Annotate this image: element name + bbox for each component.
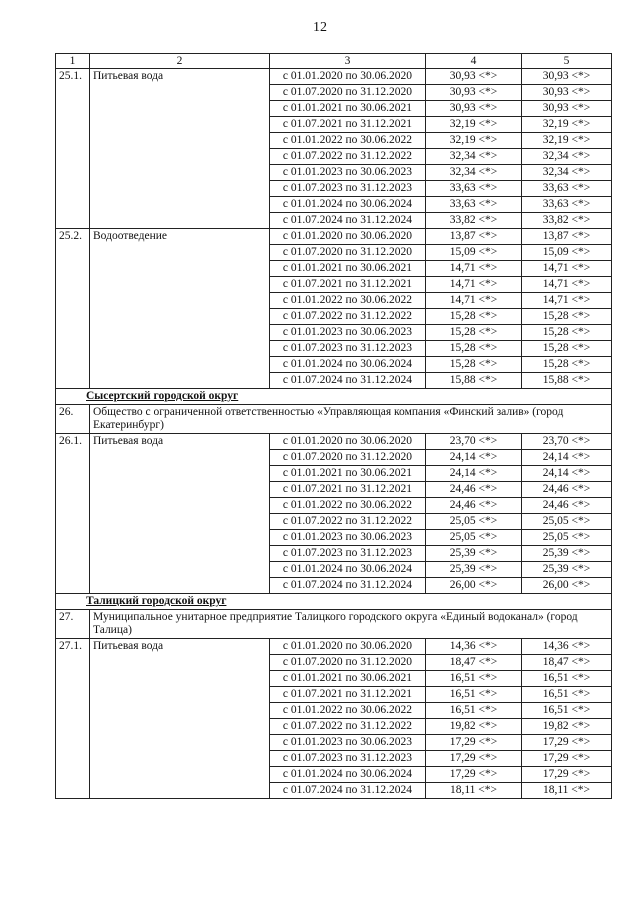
period-cell: с 01.01.2021 по 30.06.2021 [270,261,426,277]
period-cell: с 01.07.2023 по 31.12.2023 [270,546,426,562]
tariff-value-col4: 15,09 <*> [426,245,522,261]
period-cell: с 01.07.2024 по 31.12.2024 [270,373,426,389]
tariff-value-col5: 18,11 <*> [522,783,612,799]
period-cell: с 01.07.2023 по 31.12.2023 [270,181,426,197]
tariff-value-col5: 19,82 <*> [522,719,612,735]
period-cell: с 01.07.2022 по 31.12.2022 [270,514,426,530]
period-cell: с 01.01.2022 по 30.06.2022 [270,293,426,309]
tariff-value-col4: 17,29 <*> [426,767,522,783]
period-cell: с 01.07.2021 по 31.12.2021 [270,482,426,498]
period-cell: с 01.01.2024 по 30.06.2024 [270,562,426,578]
tariff-value-col5: 24,46 <*> [522,482,612,498]
period-cell: с 01.01.2023 по 30.06.2023 [270,325,426,341]
row-number: 26.1. [56,434,90,594]
tariff-value-col4: 15,28 <*> [426,325,522,341]
organization-name: Общество с ограниченной ответственностью «Управляющая компания «Финский залив» (город Екатеринбург) [90,405,612,434]
organization-name: Муниципальное унитарное предприятие Талицкого городского округа «Единый водоканал» (город Талица) [90,610,612,639]
column-header: 2 [90,54,270,69]
period-cell: с 01.07.2020 по 31.12.2020 [270,85,426,101]
tariff-value-col4: 23,70 <*> [426,434,522,450]
tariff-value-col5: 24,46 <*> [522,498,612,514]
page-number: 12 [313,20,327,35]
organization-row [56,610,612,639]
column-header: 1 [56,54,90,69]
period-cell: с 01.01.2020 по 30.06.2020 [270,229,426,245]
service-name: Питьевая вода [90,69,270,229]
region-title: Талицкий городской округ [56,594,612,610]
tariff-value-col4: 33,82 <*> [426,213,522,229]
tariff-value-col4: 24,46 <*> [426,482,522,498]
tariff-value-col5: 33,63 <*> [522,181,612,197]
tariff-value-col5: 15,09 <*> [522,245,612,261]
tariff-value-col4: 24,14 <*> [426,450,522,466]
table-header-row [56,54,612,69]
tariff-value-col4: 32,19 <*> [426,117,522,133]
period-cell: с 01.07.2021 по 31.12.2021 [270,687,426,703]
tariff-value-col4: 17,29 <*> [426,751,522,767]
tariff-value-col5: 30,93 <*> [522,69,612,85]
period-cell: с 01.07.2020 по 31.12.2020 [270,655,426,671]
tariff-value-col5: 14,71 <*> [522,277,612,293]
table-row [56,229,612,245]
tariff-value-col5: 32,19 <*> [522,133,612,149]
period-cell: с 01.07.2024 по 31.12.2024 [270,783,426,799]
table-row [56,69,612,85]
tariff-value-col4: 14,71 <*> [426,261,522,277]
column-header: 3 [270,54,426,69]
tariff-value-col4: 26,00 <*> [426,578,522,594]
tariff-value-col4: 15,28 <*> [426,357,522,373]
region-row [56,389,612,405]
tariff-value-col4: 16,51 <*> [426,703,522,719]
tariff-value-col5: 15,28 <*> [522,357,612,373]
tariff-table [55,53,612,799]
tariff-value-col5: 13,87 <*> [522,229,612,245]
tariff-value-col4: 24,46 <*> [426,498,522,514]
period-cell: с 01.01.2024 по 30.06.2024 [270,357,426,373]
tariff-value-col5: 25,05 <*> [522,530,612,546]
tariff-value-col4: 30,93 <*> [426,69,522,85]
period-cell: с 01.01.2021 по 30.06.2021 [270,671,426,687]
tariff-value-col5: 33,63 <*> [522,197,612,213]
service-name: Водоотведение [90,229,270,389]
period-cell: с 01.01.2022 по 30.06.2022 [270,498,426,514]
period-cell: с 01.07.2022 по 31.12.2022 [270,719,426,735]
tariff-value-col4: 14,71 <*> [426,293,522,309]
period-cell: с 01.01.2022 по 30.06.2022 [270,703,426,719]
period-cell: с 01.01.2024 по 30.06.2024 [270,197,426,213]
period-cell: с 01.07.2020 по 31.12.2020 [270,245,426,261]
period-cell: с 01.01.2020 по 30.06.2020 [270,639,426,655]
period-cell: с 01.01.2023 по 30.06.2023 [270,165,426,181]
tariff-value-col4: 15,28 <*> [426,341,522,357]
row-number: 25.1. [56,69,90,229]
tariff-value-col5: 30,93 <*> [522,101,612,117]
tariff-value-col4: 33,63 <*> [426,197,522,213]
period-cell: с 01.01.2023 по 30.06.2023 [270,735,426,751]
tariff-value-col5: 32,19 <*> [522,117,612,133]
tariff-value-col4: 33,63 <*> [426,181,522,197]
row-number: 27.1. [56,639,90,799]
period-cell: с 01.01.2021 по 30.06.2021 [270,466,426,482]
tariff-value-col5: 17,29 <*> [522,767,612,783]
tariff-value-col5: 15,28 <*> [522,309,612,325]
period-cell: с 01.07.2022 по 31.12.2022 [270,309,426,325]
period-cell: с 01.01.2020 по 30.06.2020 [270,434,426,450]
tariff-value-col5: 18,47 <*> [522,655,612,671]
row-number: 25.2. [56,229,90,389]
tariff-value-col5: 15,28 <*> [522,341,612,357]
tariff-value-col5: 16,51 <*> [522,703,612,719]
period-cell: с 01.07.2023 по 31.12.2023 [270,341,426,357]
tariff-value-col4: 25,05 <*> [426,514,522,530]
table-body [56,69,612,799]
column-header: 4 [426,54,522,69]
row-number: 27. [56,610,90,639]
tariff-value-col4: 14,36 <*> [426,639,522,655]
tariff-value-col4: 30,93 <*> [426,101,522,117]
organization-row [56,405,612,434]
region-title: Сысертский городской округ [56,389,612,405]
tariff-value-col5: 17,29 <*> [522,735,612,751]
tariff-value-col5: 32,34 <*> [522,165,612,181]
tariff-value-col5: 23,70 <*> [522,434,612,450]
tariff-value-col5: 25,39 <*> [522,562,612,578]
tariff-value-col4: 32,19 <*> [426,133,522,149]
tariff-value-col4: 13,87 <*> [426,229,522,245]
region-row [56,594,612,610]
period-cell: с 01.01.2023 по 30.06.2023 [270,530,426,546]
period-cell: с 01.07.2024 по 31.12.2024 [270,578,426,594]
tariff-value-col4: 15,88 <*> [426,373,522,389]
period-cell: с 01.01.2022 по 30.06.2022 [270,133,426,149]
tariff-value-col5: 14,71 <*> [522,261,612,277]
tariff-value-col5: 24,14 <*> [522,466,612,482]
table-row [56,639,612,655]
period-cell: с 01.01.2024 по 30.06.2024 [270,767,426,783]
tariff-value-col4: 30,93 <*> [426,85,522,101]
tariff-value-col4: 16,51 <*> [426,687,522,703]
tariff-value-col4: 18,11 <*> [426,783,522,799]
tariff-value-col4: 16,51 <*> [426,671,522,687]
tariff-value-col5: 26,00 <*> [522,578,612,594]
row-number: 26. [56,405,90,434]
tariff-value-col5: 25,05 <*> [522,514,612,530]
tariff-value-col4: 32,34 <*> [426,149,522,165]
tariff-value-col5: 15,28 <*> [522,325,612,341]
tariff-value-col4: 24,14 <*> [426,466,522,482]
tariff-value-col4: 17,29 <*> [426,735,522,751]
tariff-value-col4: 15,28 <*> [426,309,522,325]
tariff-value-col5: 33,82 <*> [522,213,612,229]
period-cell: с 01.07.2023 по 31.12.2023 [270,751,426,767]
tariff-value-col5: 30,93 <*> [522,85,612,101]
tariff-value-col4: 25,39 <*> [426,562,522,578]
service-name: Питьевая вода [90,639,270,799]
period-cell: с 01.01.2021 по 30.06.2021 [270,101,426,117]
tariff-value-col4: 25,39 <*> [426,546,522,562]
period-cell: с 01.07.2021 по 31.12.2021 [270,277,426,293]
tariff-value-col5: 32,34 <*> [522,149,612,165]
tariff-value-col4: 25,05 <*> [426,530,522,546]
period-cell: с 01.01.2020 по 30.06.2020 [270,69,426,85]
tariff-value-col5: 24,14 <*> [522,450,612,466]
tariff-value-col5: 25,39 <*> [522,546,612,562]
column-header: 5 [522,54,612,69]
tariff-value-col5: 15,88 <*> [522,373,612,389]
period-cell: с 01.07.2021 по 31.12.2021 [270,117,426,133]
tariff-value-col4: 14,71 <*> [426,277,522,293]
tariff-value-col5: 16,51 <*> [522,671,612,687]
tariff-value-col4: 32,34 <*> [426,165,522,181]
table-row [56,434,612,450]
service-name: Питьевая вода [90,434,270,594]
tariff-value-col4: 19,82 <*> [426,719,522,735]
period-cell: с 01.07.2022 по 31.12.2022 [270,149,426,165]
tariff-value-col5: 14,71 <*> [522,293,612,309]
period-cell: с 01.07.2024 по 31.12.2024 [270,213,426,229]
tariff-value-col5: 16,51 <*> [522,687,612,703]
tariff-value-col4: 18,47 <*> [426,655,522,671]
period-cell: с 01.07.2020 по 31.12.2020 [270,450,426,466]
tariff-value-col5: 17,29 <*> [522,751,612,767]
tariff-value-col5: 14,36 <*> [522,639,612,655]
